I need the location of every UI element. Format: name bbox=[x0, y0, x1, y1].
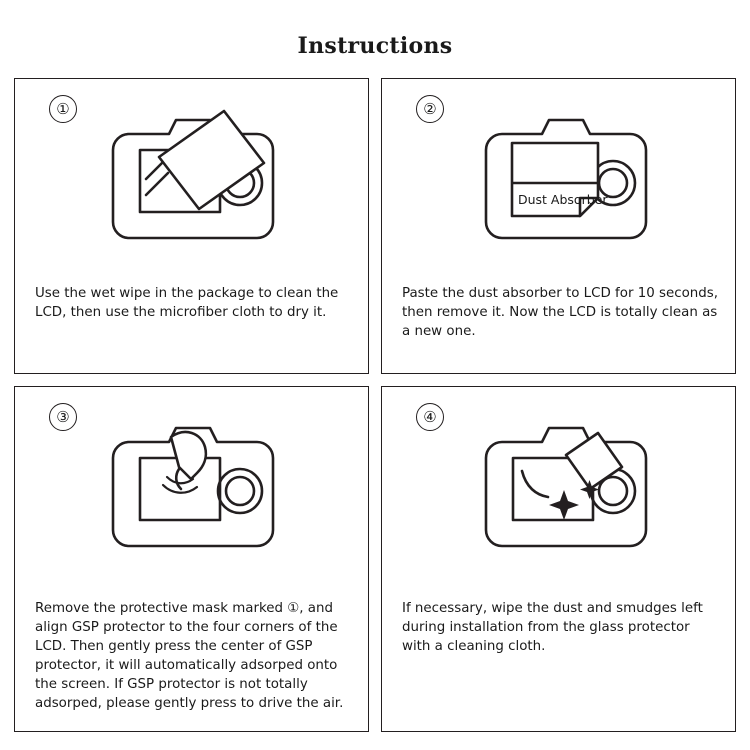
step-1-caption: Use the wet wipe in the package to clean the LCD, then use the microfiber cloth to dry it. bbox=[35, 286, 339, 321]
step-3-caption: Remove the protective mask marked ①, and align GSP protector to the four corners of the LCD. Then gently press the center of GSP protector, it will automatically adsorped onto the screen. If GSP protector is not totally adsorped, please gently press to drive the air. bbox=[35, 601, 344, 712]
step-number-3: ③ bbox=[49, 403, 77, 431]
steps-grid bbox=[14, 78, 736, 736]
step-4-caption: If necessary, wipe the dust and smudges left during installation from the glass protector with a cleaning cloth. bbox=[402, 601, 703, 655]
step-4-illustration bbox=[388, 395, 736, 585]
step-panel-3 bbox=[14, 386, 369, 732]
step-number-1: ① bbox=[49, 95, 77, 123]
step-number-2: ② bbox=[416, 95, 444, 123]
step-1-illustration bbox=[15, 87, 368, 277]
step-2-illustration bbox=[388, 87, 736, 277]
step-panel-2 bbox=[381, 78, 736, 374]
dust-absorber-label: Dust Absorber bbox=[517, 192, 607, 207]
step-2-caption: Paste the dust absorber to LCD for 10 seconds, then remove it. Now the LCD is totally clean as a new one. bbox=[402, 286, 719, 340]
step-3-illustration bbox=[15, 395, 368, 585]
step-panel-1 bbox=[14, 78, 369, 374]
step-number-4: ④ bbox=[416, 403, 444, 431]
page-title: Instructions bbox=[297, 33, 453, 59]
step-panel-4 bbox=[381, 386, 736, 732]
